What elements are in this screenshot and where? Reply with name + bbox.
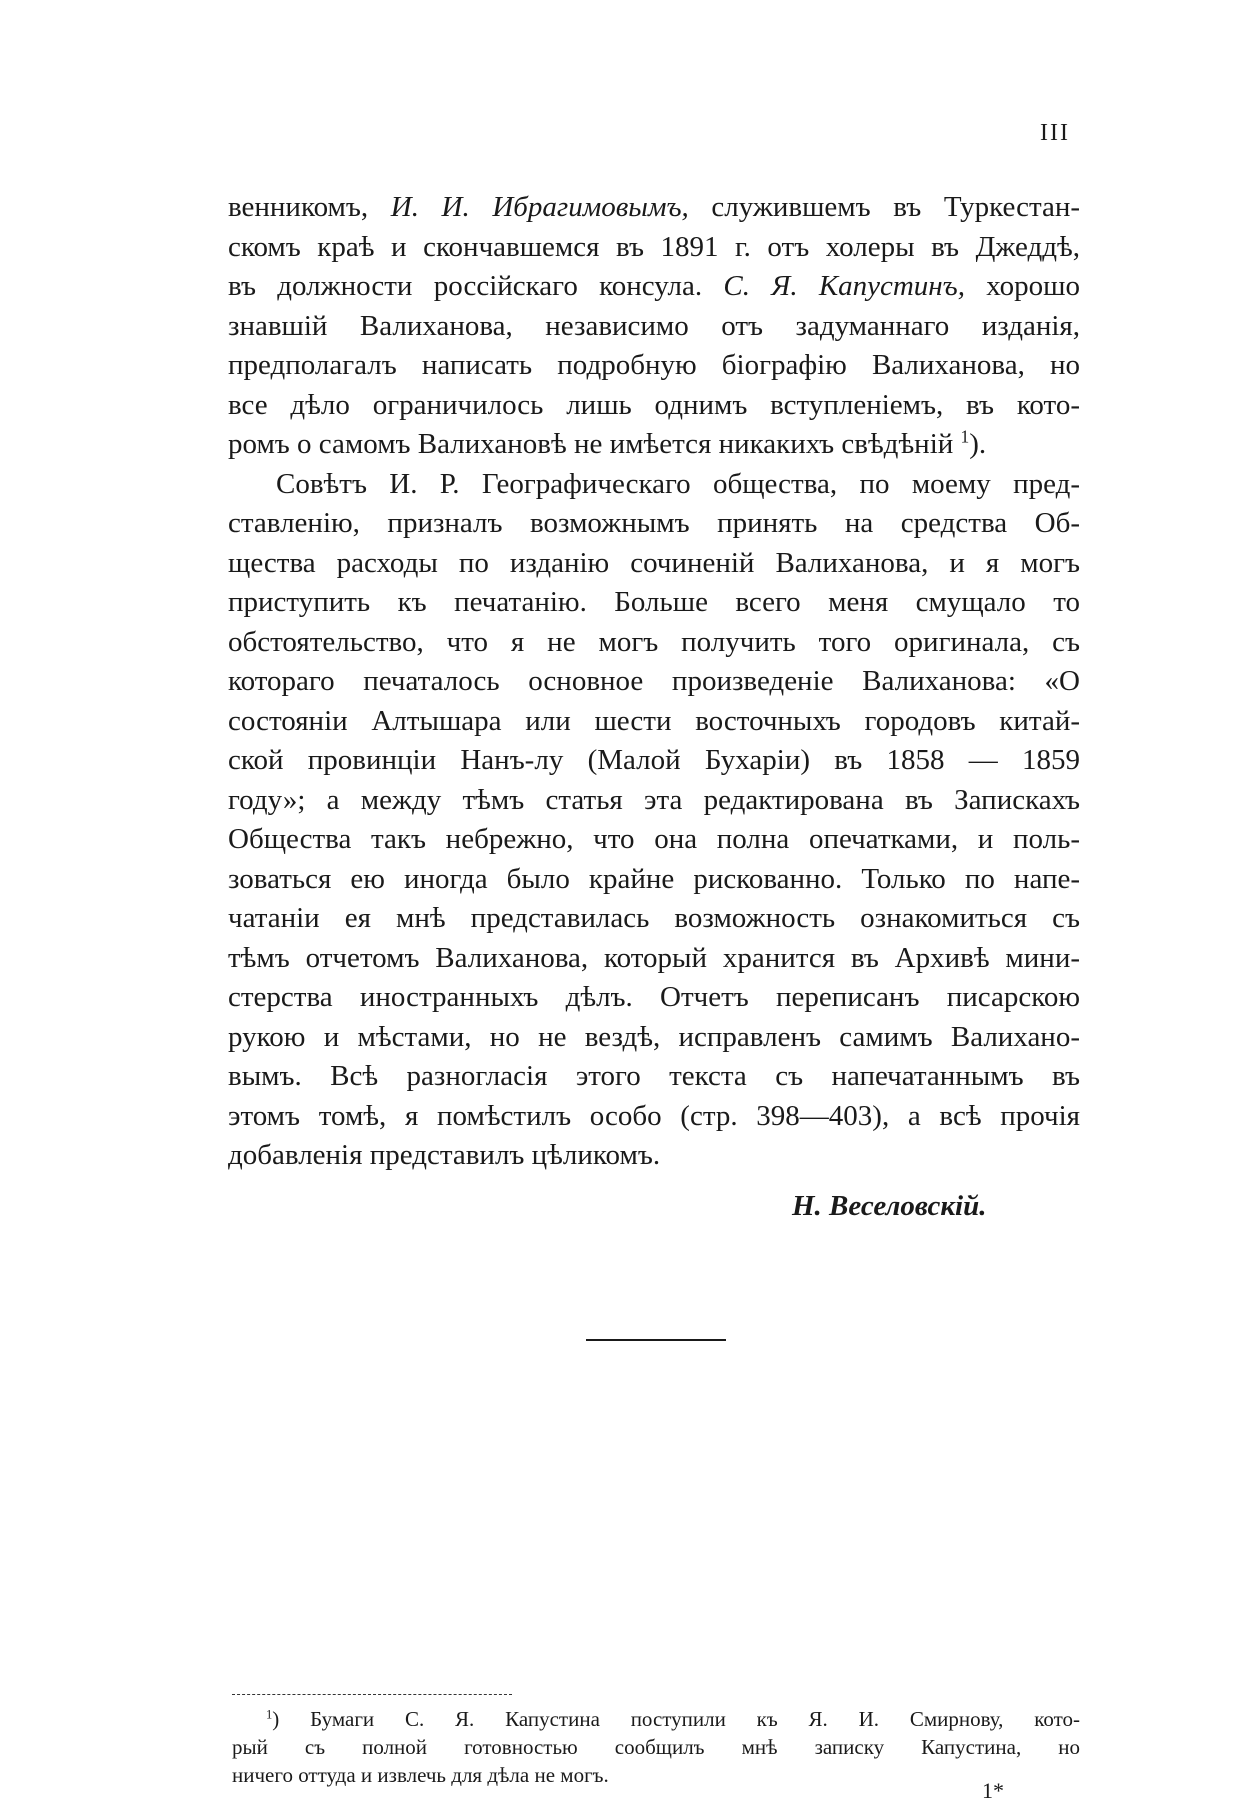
text-line: ской провинціи Нанъ-лу (Малой Бухаріи) въ 1858 — 1859 — [228, 744, 1080, 776]
footnote-line — [232, 1705, 1080, 1733]
printer-signature-mark: 1* — [982, 1778, 1004, 1803]
footnote-marker: 1 — [266, 1707, 273, 1722]
text-line: приступить къ печатанію. Больше всего меня смущало то — [228, 586, 1080, 618]
text-line — [228, 267, 1080, 307]
text-line — [228, 188, 1080, 228]
text-fragment: ). — [969, 428, 987, 460]
author-signature: Н. Веселовскій. — [792, 1190, 987, 1222]
text-line: вымъ. Всѣ разногласія этого текста съ напечатаннымъ въ — [228, 1060, 1080, 1092]
text-fragment: венникомъ, — [228, 191, 369, 223]
text-line: ставленію, призналъ возможнымъ принять на средства Об- — [228, 507, 1080, 539]
body-text — [228, 188, 1080, 1176]
person-name: И. И. Ибрагимовымъ, — [390, 191, 689, 223]
text-fragment: хорошо — [986, 270, 1081, 302]
text-line: году»; а между тѣмъ статья эта редактирована въ Запискахъ — [228, 783, 1080, 816]
section-divider — [586, 1339, 726, 1341]
text-fragment: ромъ о самомъ Валихановѣ не имѣется никакихъ свѣдѣній — [228, 428, 954, 460]
footnote-ref[interactable]: 1 — [960, 426, 970, 447]
text-line: рукою и мѣстами, но не вездѣ, исправленъ самимъ Валихано- — [228, 1020, 1080, 1053]
text-line: котораго печаталось основное произведеніе Валиханова: «О — [228, 665, 1080, 697]
text-fragment: въ должности россійскаго консула. — [228, 270, 703, 302]
text-fragment: служившемъ въ Туркестан- — [711, 191, 1081, 223]
footnote-line: рый съ полной готовностью сообщилъ мнѣ записку Капустина, но — [232, 1735, 1080, 1759]
text-line: стерства иностранныхъ дѣлъ. Отчетъ переписанъ писарскою — [228, 981, 1080, 1013]
text-line: скомъ краѣ и скончавшемся въ 1891 г. отъ холеры въ Джеддѣ, — [228, 230, 1080, 263]
text-line: Общества такъ небрежно, что она полна опечатками, и поль- — [228, 823, 1080, 855]
text-line: знавшій Валиханова, независимо отъ задуманнаго изданія, — [228, 309, 1080, 342]
text-line: зоваться ею иногда было крайне рискованно. Только по напе- — [228, 862, 1080, 895]
footnote-line: ничего оттуда и извлечь для дѣла не могъ. — [232, 1763, 609, 1787]
text-fragment: ) Бумаги С. Я. Капустина поступили къ Я. И. Смирнову, кото- — [272, 1707, 1080, 1731]
text-line: Совѣтъ И. Р. Географическаго общества, по моему пред- — [276, 467, 1080, 500]
text-line — [228, 425, 1080, 465]
text-line: добавленія представилъ цѣликомъ. — [228, 1139, 661, 1171]
text-line: все дѣло ограничилось лишь однимъ вступленіемъ, въ кото- — [228, 388, 1080, 421]
page-number: III — [1040, 120, 1070, 146]
text-line: тѣмъ отчетомъ Валиханова, который хранится въ Архивѣ мини- — [228, 941, 1080, 974]
footnote-divider — [232, 1694, 512, 1695]
text-line: состояніи Алтышара или шести восточныхъ городовъ китай- — [228, 704, 1080, 737]
text-line: щества расходы по изданію сочиненій Валиханова, и я могъ — [228, 546, 1080, 579]
text-line: предполагалъ написать подробную біографію Валиханова, но — [228, 349, 1080, 381]
person-name: С. Я. Капустинъ, — [723, 270, 965, 302]
text-line: обстоятельство, что я не могъ получить того оригинала, съ — [228, 625, 1080, 658]
text-line: этомъ томѣ, я помѣстилъ особо (стр. 398—403), а всѣ прочія — [228, 1099, 1080, 1132]
footnote — [232, 1705, 1080, 1789]
text-line: чатаніи ея мнѣ представилась возможность ознакомиться съ — [228, 902, 1080, 934]
